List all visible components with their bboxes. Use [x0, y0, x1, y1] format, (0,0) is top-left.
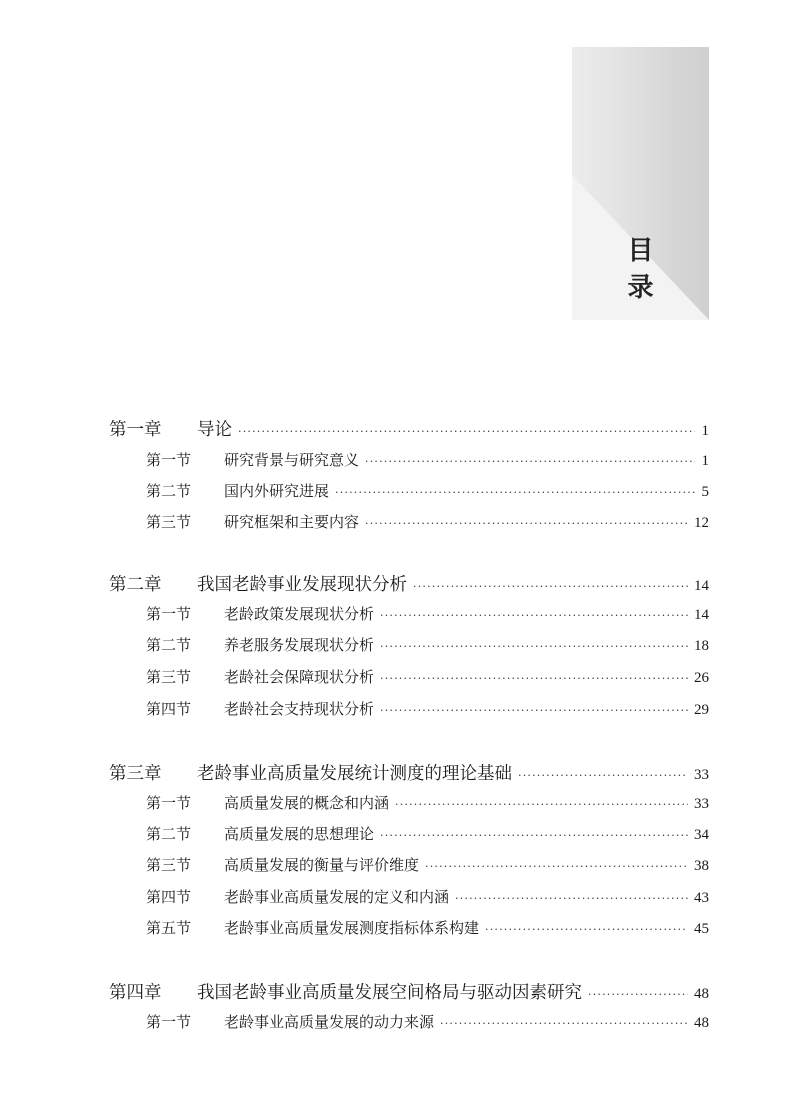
toc-chapter-entry[interactable] — [109, 760, 709, 785]
entry-page-number: 43 — [694, 890, 709, 906]
toc-section-entry[interactable] — [146, 449, 709, 470]
entry-title: 养老服务发展现状分析 — [224, 636, 375, 654]
toc-section-entry[interactable] — [146, 603, 709, 624]
entry-number: 第二节 — [146, 482, 192, 500]
entry-title: 高质量发展的概念和内涵 — [224, 794, 390, 812]
entry-page-number: 34 — [694, 827, 709, 843]
toc-section-entry[interactable] — [146, 634, 709, 655]
toc-section-entry[interactable] — [146, 886, 709, 907]
entry-page-number: 18 — [694, 638, 709, 654]
toc-section-entry[interactable] — [146, 480, 709, 501]
leader-dots — [335, 486, 695, 499]
leader-dots — [485, 923, 688, 936]
leader-dots — [380, 704, 688, 717]
entry-title: 老龄事业高质量发展统计测度的理论基础 — [197, 764, 512, 784]
toc-chapter-entry[interactable] — [109, 416, 709, 441]
entry-page-number: 1 — [701, 453, 709, 469]
toc-heading: 目 录 — [627, 236, 676, 303]
entry-title: 导论 — [197, 420, 232, 440]
entry-number: 第二节 — [146, 825, 192, 843]
entry-page-number: 38 — [694, 858, 709, 874]
entry-title: 研究框架和主要内容 — [224, 513, 360, 531]
entry-number: 第四节 — [146, 888, 192, 906]
toc-section-entry[interactable] — [146, 698, 709, 719]
entry-number: 第五节 — [146, 919, 192, 937]
toc-section-entry[interactable] — [146, 854, 709, 875]
entry-number: 第一节 — [146, 605, 192, 623]
entry-number: 第四节 — [146, 700, 192, 718]
leader-dots — [395, 798, 688, 811]
entry-page-number: 33 — [694, 767, 709, 783]
leader-dots — [440, 1017, 688, 1030]
entry-title: 高质量发展的衡量与评价维度 — [224, 856, 420, 874]
entry-title: 老龄事业高质量发展的动力来源 — [224, 1013, 435, 1031]
entry-page-number: 1 — [701, 423, 709, 439]
toc-chapter-entry[interactable] — [109, 571, 709, 596]
leader-dots — [455, 892, 688, 905]
entry-number: 第一节 — [146, 794, 192, 812]
leader-dots — [365, 455, 695, 468]
entry-number: 第一节 — [146, 451, 192, 469]
leader-dots — [425, 860, 688, 873]
leader-dots — [365, 517, 688, 530]
entry-number: 第一章 — [109, 420, 162, 440]
entry-title: 国内外研究进展 — [224, 482, 330, 500]
entry-title: 我国老龄事业发展现状分析 — [197, 575, 407, 595]
toc-banner — [572, 47, 709, 320]
entry-title: 老龄政策发展现状分析 — [224, 605, 375, 623]
entry-page-number: 12 — [694, 515, 709, 531]
entry-page-number: 33 — [694, 796, 709, 812]
leader-dots — [380, 829, 688, 842]
entry-title: 老龄社会支持现状分析 — [224, 700, 375, 718]
entry-page-number: 26 — [694, 670, 709, 686]
entry-page-number: 48 — [694, 1015, 709, 1031]
entry-title: 老龄社会保障现状分析 — [224, 668, 375, 686]
entry-title: 我国老龄事业高质量发展空间格局与驱动因素研究 — [197, 983, 582, 1003]
toc-section-entry[interactable] — [146, 792, 709, 813]
toc-chapter-entry[interactable] — [109, 979, 709, 1004]
entry-title: 高质量发展的思想理论 — [224, 825, 375, 843]
leader-dots — [413, 580, 688, 593]
entry-number: 第三节 — [146, 513, 192, 531]
entry-number: 第二节 — [146, 636, 192, 654]
entry-number: 第二章 — [109, 575, 162, 595]
entry-number: 第四章 — [109, 983, 162, 1003]
entry-page-number: 14 — [694, 607, 709, 623]
entry-number: 第三章 — [109, 764, 162, 784]
toc-section-entry[interactable] — [146, 1011, 709, 1032]
entry-page-number: 45 — [694, 921, 709, 937]
entry-title: 老龄事业高质量发展测度指标体系构建 — [224, 919, 480, 937]
entry-title: 研究背景与研究意义 — [224, 451, 360, 469]
toc-section-entry[interactable] — [146, 666, 709, 687]
entry-page-number: 48 — [694, 986, 709, 1002]
entry-number: 第三节 — [146, 668, 192, 686]
toc-section-entry[interactable] — [146, 823, 709, 844]
entry-page-number: 29 — [694, 702, 709, 718]
leader-dots — [380, 609, 688, 622]
toc-section-entry[interactable] — [146, 917, 709, 938]
entry-number: 第三节 — [146, 856, 192, 874]
leader-dots — [588, 988, 688, 1001]
entry-number: 第一节 — [146, 1013, 192, 1031]
entry-page-number: 5 — [701, 484, 709, 500]
entry-title: 老龄事业高质量发展的定义和内涵 — [224, 888, 450, 906]
leader-dots — [238, 425, 695, 438]
leader-dots — [518, 769, 688, 782]
entry-page-number: 14 — [694, 578, 709, 594]
leader-dots — [380, 672, 688, 685]
toc-section-entry[interactable] — [146, 511, 709, 532]
leader-dots — [380, 640, 688, 653]
